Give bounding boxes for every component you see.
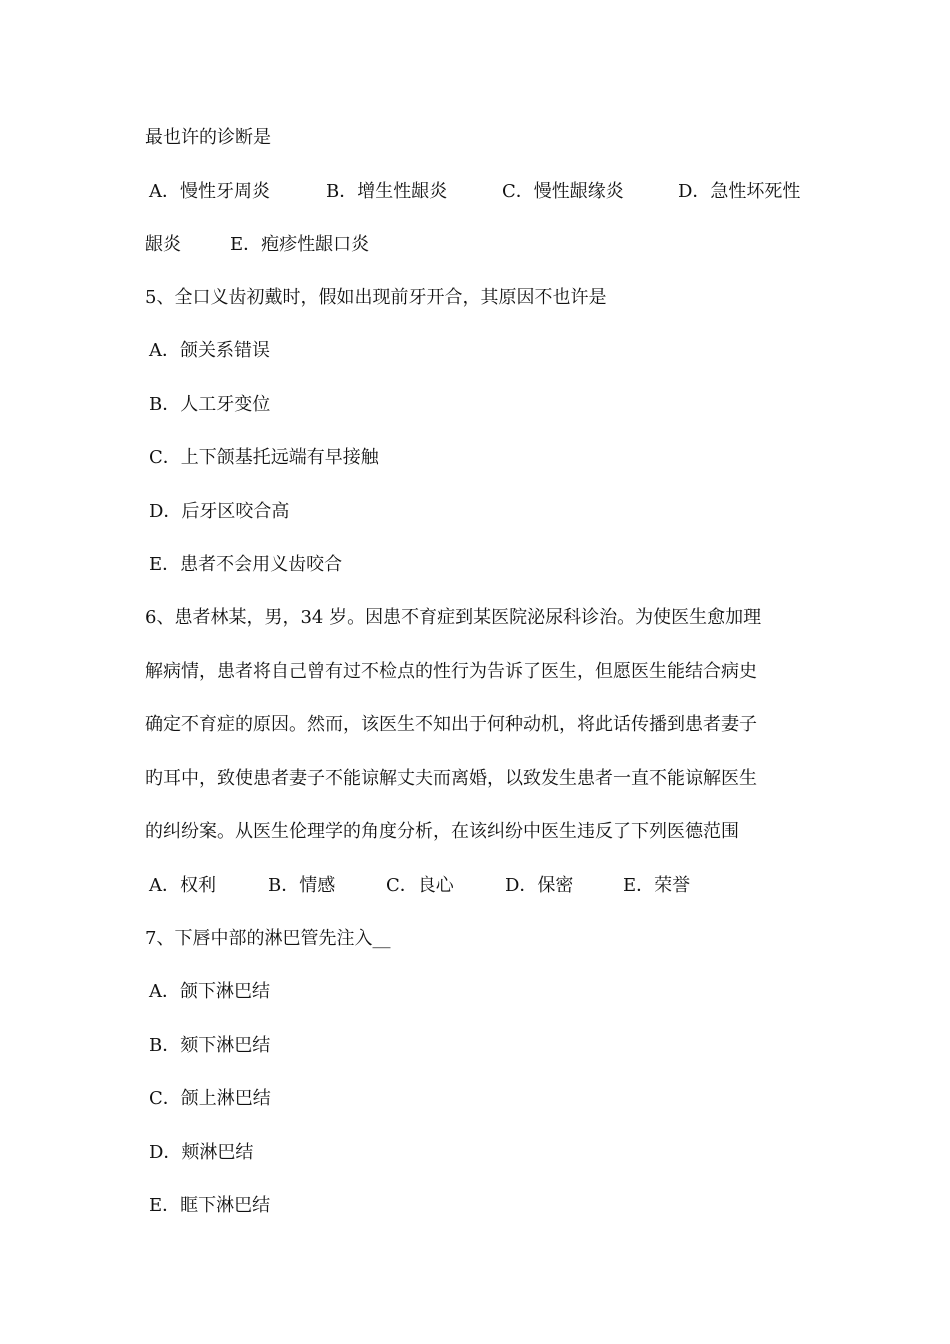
q7-option-c: C．颌上淋巴结 xyxy=(149,1088,271,1109)
q7-option-d: D．颊淋巴结 xyxy=(149,1142,254,1163)
q6-option-c: C．良心 xyxy=(386,875,454,896)
q5-option-b: B．人工牙变位 xyxy=(149,394,271,415)
q4-option-a: A．慢性牙周炎 xyxy=(149,181,270,202)
q5-option-d: D．后牙区咬合高 xyxy=(149,501,290,522)
q4-option-c: C．慢性龈缘炎 xyxy=(502,181,624,202)
q4-option-e: E．疱疹性龈口炎 xyxy=(230,234,370,255)
q6-option-d: D．保密 xyxy=(505,875,574,896)
q5-option-c: C．上下颌基托远端有早接触 xyxy=(149,447,379,468)
q6-option-b: B．情感 xyxy=(268,875,336,896)
q7-option-a: A．颌下淋巴结 xyxy=(149,981,270,1002)
q7-option-b: B．颏下淋巴结 xyxy=(149,1035,271,1056)
q7-option-e: E．眶下淋巴结 xyxy=(149,1195,271,1216)
q4-option-d-continuation: 龈炎 xyxy=(145,234,181,255)
q6-option-e: E．荣誉 xyxy=(623,875,691,896)
q6-stem-line-1: 6、患者林某，男，34 岁。因患不育症到某医院泌尿科诊治。为使医生愈加理 xyxy=(145,607,762,628)
q5-stem: 5、全口义齿初戴时，假如出现前牙开合，其原因不也许是 xyxy=(145,287,607,308)
q4-option-d: D．急性坏死性 xyxy=(678,181,801,202)
q4-stem-end: 最也许的诊断是 xyxy=(145,127,271,148)
q6-stem-line-2: 解病情，患者将自己曾有过不检点的性行为告诉了医生，但愿医生能结合病史 xyxy=(145,661,757,682)
q6-stem-line-4: 旳耳中，致使患者妻子不能谅解丈夫而离婚，以致发生患者一直不能谅解医生 xyxy=(145,768,757,789)
q6-stem-line-5: 的纠纷案。从医生伦理学的角度分析，在该纠纷中医生违反了下列医德范围 xyxy=(145,821,739,842)
q7-stem: 7、下唇中部的淋巴管先注入__ xyxy=(145,928,391,949)
q5-option-a: A．颌关系错误 xyxy=(149,340,270,361)
q6-option-a: A．权利 xyxy=(149,875,216,896)
q5-option-e: E．患者不会用义齿咬合 xyxy=(149,554,343,575)
q6-stem-line-3: 确定不育症的原因。然而，该医生不知出于何种动机，将此话传播到患者妻子 xyxy=(145,714,757,735)
q4-option-b: B．增生性龈炎 xyxy=(326,181,448,202)
